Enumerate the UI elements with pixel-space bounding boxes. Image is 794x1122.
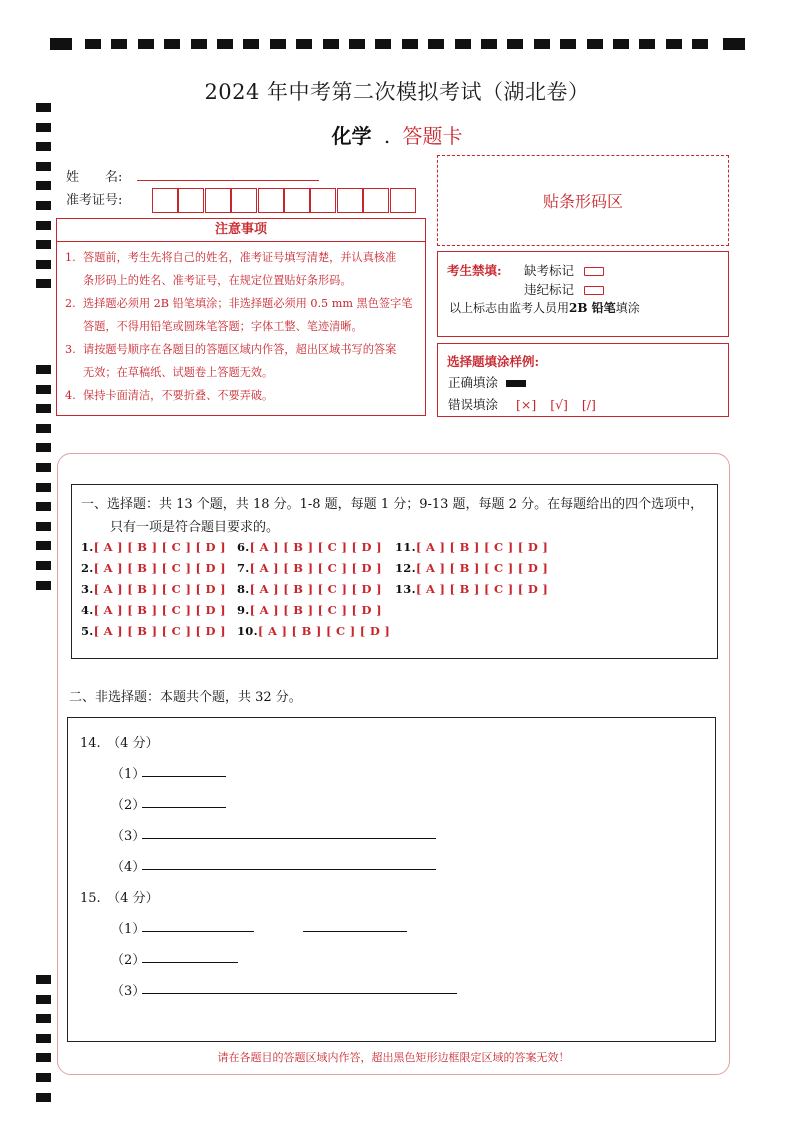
mc-options[interactable]: [ A ] [ B ] [ C ] [ D ] — [93, 540, 226, 554]
correct-sample: 正确填涂 — [448, 373, 526, 391]
q14-part-label: （4） — [111, 860, 146, 875]
notice-item: 4. 保持卡面清洁，不要折叠、不要弄破。 — [65, 389, 274, 402]
mc-question-row[interactable] — [81, 582, 226, 596]
timing-dash — [111, 39, 127, 49]
timing-dash — [164, 39, 180, 49]
mc-question-row[interactable] — [237, 624, 390, 638]
timing-dash — [428, 39, 444, 49]
mc-question-row[interactable] — [237, 582, 382, 596]
timing-mark — [36, 522, 51, 531]
timing-mark — [36, 385, 51, 394]
wrong-sample: 错误填涂 [×] [√] [/] — [448, 397, 596, 412]
timing-mark — [36, 424, 51, 433]
mc-question-number: 5. — [81, 624, 94, 638]
exam-no-digit-box[interactable] — [390, 188, 416, 213]
barcode-label: 贴条形码区 — [542, 192, 623, 211]
card-type: 答题卡 — [402, 124, 463, 148]
multiple-choice-box — [71, 484, 718, 659]
timing-mark — [36, 995, 51, 1004]
notice-item: 2. 选择题必须用 2B 铅笔填涂；非选择题必须用 0.5 mm 黑色签字笔 答题，不得用铅笔或圆珠笔答题；字体工整、笔迹清晰。 — [65, 297, 413, 333]
timing-dash — [481, 39, 497, 49]
q15-part1-answer-b[interactable] — [303, 931, 407, 932]
timing-dash — [587, 39, 603, 49]
absent-mark-row — [524, 261, 604, 279]
q15-part1-answer-a[interactable] — [142, 931, 254, 932]
timing-dash — [85, 39, 101, 49]
mc-options[interactable]: [ A ] [ B ] [ C ] [ D ] — [249, 582, 382, 596]
timing-mark — [36, 221, 51, 230]
subtitle-separator: . — [383, 124, 391, 148]
mc-question-row[interactable] — [395, 582, 548, 596]
timing-mark — [36, 260, 51, 269]
q15-part-label: （2） — [111, 953, 146, 968]
mc-options[interactable]: [ A ] [ B ] [ C ] [ D ] — [415, 582, 549, 596]
notice-item: 1. 答题前，考生先将自己的姓名，准考证号填写清楚，并认真核准 条形码上的姓名、准考证号，在规定位置贴好条形码。 — [65, 251, 397, 287]
timing-dash — [323, 39, 339, 49]
free-response-box — [67, 717, 716, 1042]
timing-dash — [243, 39, 259, 49]
section1-instructions-cont: 只有一项是符合题目要求的。 — [110, 520, 280, 535]
timing-mark — [36, 541, 51, 550]
timing-mark — [36, 443, 51, 452]
mc-options[interactable]: [ A ] [ B ] [ C ] [ D ] — [93, 582, 226, 596]
mc-options[interactable]: [ A ] [ B ] [ C ] [ D ] — [415, 561, 549, 575]
name-field[interactable] — [137, 180, 319, 181]
name-label: 姓 名: — [66, 170, 123, 185]
timing-dash — [692, 39, 708, 49]
question-15-label: 15. （4 分） — [80, 891, 159, 906]
notice-title: 注意事项 — [56, 218, 426, 242]
timing-mark — [36, 463, 51, 472]
timing-mark — [36, 181, 51, 190]
timing-dash — [507, 39, 523, 49]
page-title: 2024 年中考第二次模拟考试（湖北卷） — [204, 80, 590, 104]
timing-dash — [613, 39, 629, 49]
mc-options[interactable]: [ A ] [ B ] [ C ] [ D ] — [415, 540, 549, 554]
mc-question-number: 8. — [237, 582, 250, 596]
timing-mark — [36, 1053, 51, 1062]
mc-question-row[interactable] — [81, 624, 226, 638]
timing-mark — [36, 1034, 51, 1043]
q14-part-label: （1） — [111, 767, 146, 782]
mc-question-row[interactable] — [237, 603, 382, 617]
mc-question-row[interactable] — [81, 561, 226, 575]
mc-question-row[interactable] — [395, 540, 548, 554]
mc-options[interactable]: [ A ] [ B ] [ C ] [ D ] — [249, 561, 382, 575]
exam-no-digit-box[interactable] — [284, 188, 310, 213]
mc-question-row[interactable] — [81, 540, 226, 554]
exam-no-digit-box[interactable] — [152, 188, 178, 213]
violation-mark-label: 违纪标记 — [524, 282, 575, 297]
exam-no-digit-box[interactable] — [363, 188, 389, 213]
mc-question-number: 12. — [395, 561, 416, 575]
q14-part-label: （3） — [111, 829, 146, 844]
timing-mark — [36, 240, 51, 249]
timing-dash — [191, 39, 207, 49]
q14-part-label: （2） — [111, 798, 146, 813]
barcode-area — [437, 155, 729, 246]
forbidden-box — [437, 251, 729, 337]
section1-instructions: 一、选择题：共 13 个题，共 18 分。1-8 题，每题 1 分；9-13 题，每题 2 分。在每题给出的四个选项中， — [81, 497, 704, 512]
timing-mark — [36, 975, 51, 984]
timing-dash — [534, 39, 550, 49]
mc-question-number: 6. — [237, 540, 250, 554]
timing-mark — [36, 162, 51, 171]
timing-dash — [402, 39, 418, 49]
sample-title: 选择题填涂样例: — [447, 354, 540, 369]
timing-dash — [296, 39, 312, 49]
q14-part4-answer[interactable] — [142, 869, 436, 870]
timing-dash — [217, 39, 233, 49]
mc-question-row[interactable] — [395, 561, 548, 575]
timing-mark — [36, 502, 51, 511]
notice-item: 3. 请按题号顺序在各题目的答题区域内作答，超出区域书写的答案 无效；在草稿纸、试题卷上答题无效。 — [65, 343, 397, 379]
timing-mark — [36, 1093, 51, 1102]
exam-no-digit-box[interactable] — [231, 188, 257, 213]
mc-question-number: 9. — [237, 603, 250, 617]
violation-mark-bubble[interactable] — [584, 286, 604, 295]
exam-no-digit-box[interactable] — [310, 188, 336, 213]
question-14-label: 14. （4 分） — [80, 736, 159, 751]
section2-title: 二、非选择题：本题共个题，共 32 分。 — [69, 690, 302, 705]
mc-question-number: 11. — [395, 540, 416, 554]
q15-part-label: （1） — [111, 922, 146, 937]
filled-mark-icon — [506, 380, 526, 387]
timing-dash — [560, 39, 576, 49]
exam-no-digit-box[interactable] — [205, 188, 231, 213]
mc-question-number: 4. — [81, 603, 94, 617]
timing-mark — [36, 483, 51, 492]
timing-mark — [36, 581, 51, 590]
timing-dash — [349, 39, 365, 49]
forbidden-title: 考生禁填: — [447, 263, 502, 278]
mc-question-row[interactable] — [237, 540, 382, 554]
mc-options[interactable]: [ A ] [ B ] [ C ] [ D ] — [249, 603, 382, 617]
mc-question-number: 7. — [237, 561, 250, 575]
mc-question-number: 13. — [395, 582, 416, 596]
absent-mark-bubble[interactable] — [584, 267, 604, 276]
timing-mark — [36, 201, 51, 210]
mc-question-number: 3. — [81, 582, 94, 596]
timing-dash — [639, 39, 655, 49]
mc-options[interactable]: [ A ] [ B ] [ C ] [ D ] — [93, 603, 226, 617]
q14-part3-answer[interactable] — [142, 838, 436, 839]
timing-dash — [375, 39, 391, 49]
timing-mark — [36, 365, 51, 374]
mc-question-number: 10. — [237, 624, 258, 638]
mc-options[interactable]: [ A ] [ B ] [ C ] [ D ] — [93, 624, 226, 638]
exam-no-digit-box[interactable] — [178, 188, 204, 213]
page-subtitle — [0, 120, 794, 149]
timing-mark — [36, 1073, 51, 1082]
mc-options[interactable]: [ A ] [ B ] [ C ] [ D ] — [257, 624, 391, 638]
exam-no-digit-box[interactable] — [337, 188, 363, 213]
exam-no-digit-box[interactable] — [258, 188, 284, 213]
timing-mark — [36, 1014, 51, 1023]
timing-dash — [270, 39, 286, 49]
timing-mark — [36, 404, 51, 413]
timing-dash — [666, 39, 682, 49]
mc-question-number: 2. — [81, 561, 94, 575]
footer-warning: 请在各题目的答题区域内作答，超出黑色矩形边框限定区域的答案无效！ — [217, 1051, 570, 1064]
absent-mark-label: 缺考标记 — [524, 263, 575, 278]
timing-dash — [138, 39, 154, 49]
q15-part-label: （3） — [111, 984, 146, 999]
timing-dash — [455, 39, 471, 49]
mc-options[interactable]: [ A ] [ B ] [ C ] [ D ] — [249, 540, 382, 554]
violation-mark-row — [524, 280, 604, 298]
q14-part1-answer[interactable] — [142, 776, 226, 777]
q15-part2-answer[interactable] — [142, 962, 238, 963]
mc-options[interactable]: [ A ] [ B ] [ C ] [ D ] — [93, 561, 226, 575]
q14-part2-answer[interactable] — [142, 807, 226, 808]
subject-name: 化学 — [331, 124, 372, 148]
mc-question-number: 1. — [81, 540, 94, 554]
forbidden-note: 以上标志由监考人员用2B 铅笔填涂 — [449, 301, 640, 315]
exam-no-label: 准考证号: — [66, 193, 123, 208]
mc-question-row[interactable] — [81, 603, 226, 617]
sample-box — [437, 343, 729, 417]
timing-mark — [36, 561, 51, 570]
q15-part3-answer[interactable] — [142, 993, 457, 994]
mc-question-row[interactable] — [237, 561, 382, 575]
notice-box — [56, 242, 426, 416]
timing-mark — [36, 279, 51, 288]
